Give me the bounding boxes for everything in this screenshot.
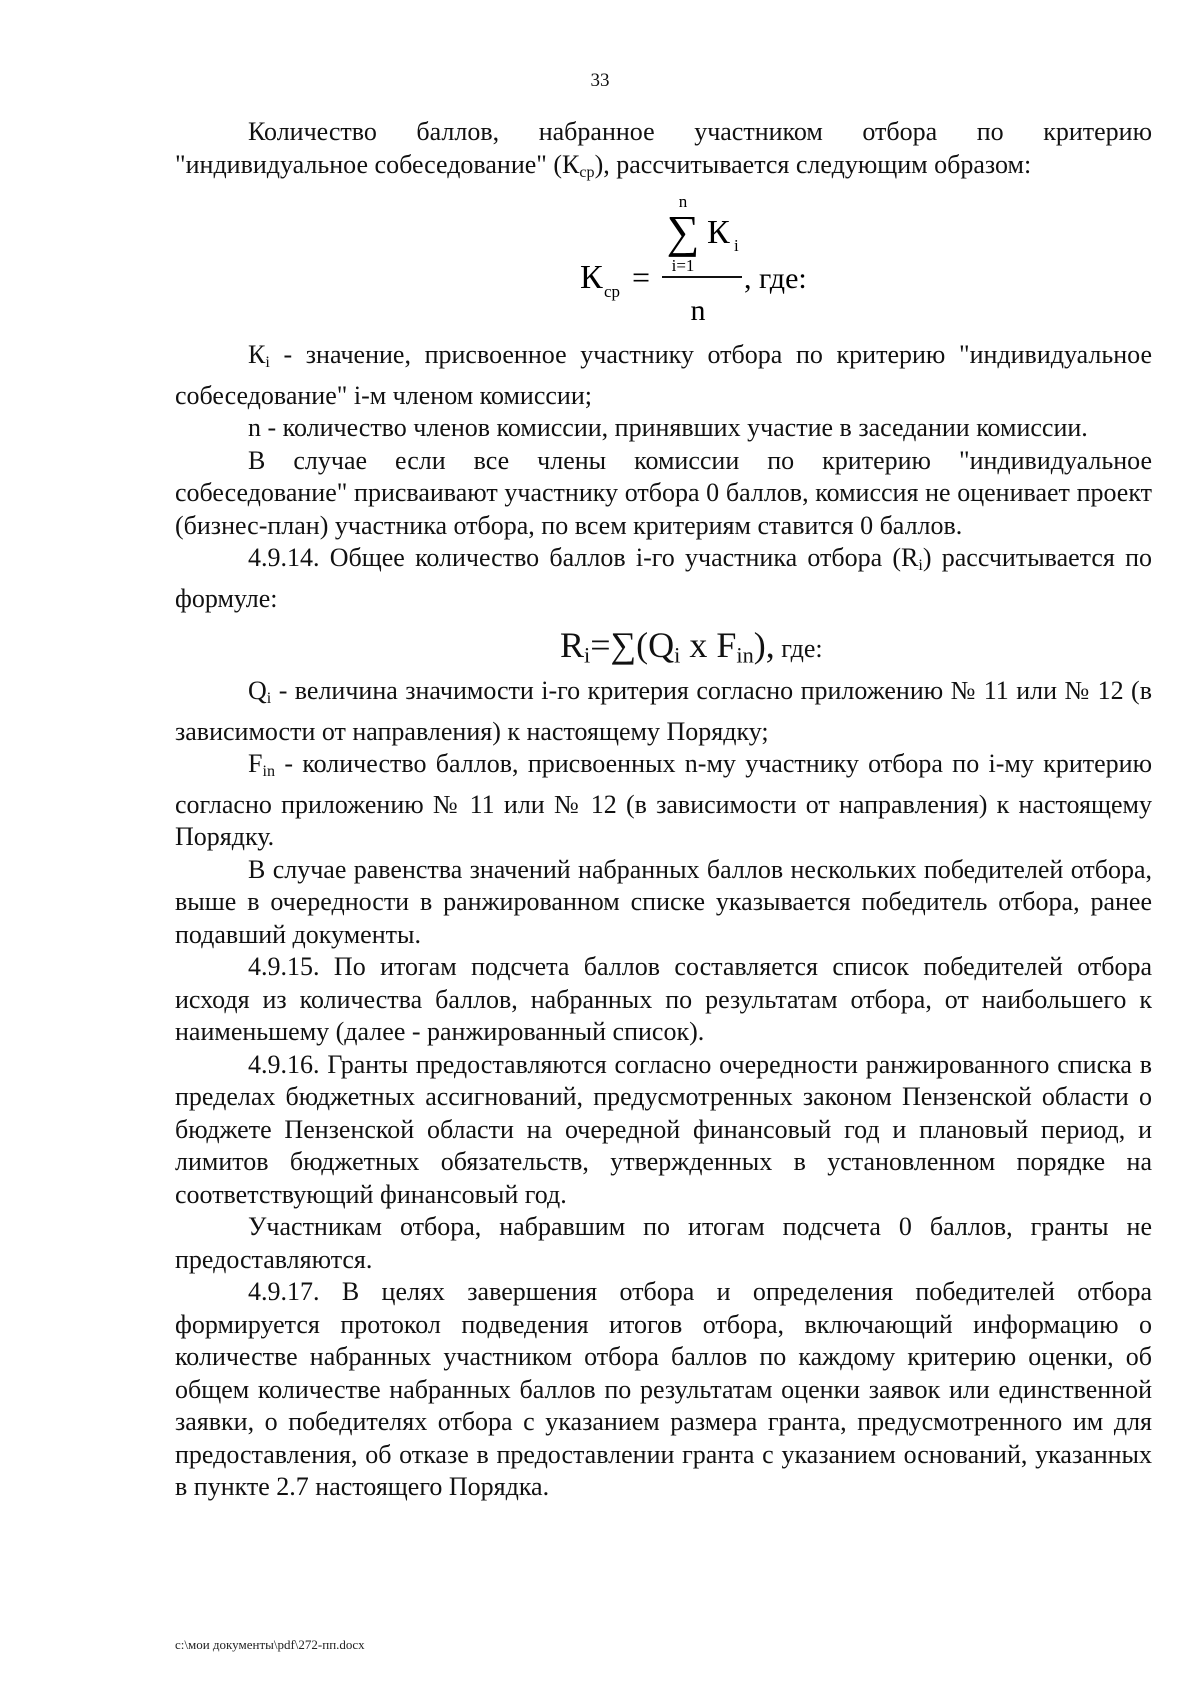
text: - количество баллов, присвоенных n-му участнику отбора по i-му критерию согласно приложению № 11 или № 12 (в зависимости от направления) к настоящему Порядку.	[175, 749, 1152, 852]
paragraph-n-definition: n - количество членов комиссии, принявших участие в заседании комиссии.	[248, 413, 1088, 443]
formula-close: ),	[753, 625, 775, 666]
text: Q	[248, 676, 267, 706]
text: - значение, присвоенное участнику отбора по критерию "индивидуальное собеседование" i-м членом комиссии;	[175, 340, 1152, 410]
equals-sign: =	[632, 259, 651, 296]
paragraph-ki-definition	[175, 339, 1152, 412]
paragraph-4-9-14	[175, 542, 1152, 615]
paragraph-qi-definition	[175, 675, 1152, 748]
formula-f-subscript: in	[736, 642, 754, 668]
text: К	[248, 340, 266, 370]
subscript: i	[265, 354, 270, 372]
page-number: 33	[590, 70, 610, 91]
subscript: i	[266, 690, 272, 708]
text: ) рассчитывается по формуле:	[175, 543, 1153, 613]
subscript: ср	[579, 163, 595, 181]
formula-tail: , где:	[744, 262, 807, 296]
text: - величина значимости i-го критерия согласно приложению № 11 или № 12 (в зависимости от направления) к настоящему Порядку;	[175, 676, 1152, 746]
text: ), рассчитывается следующим образом:	[594, 149, 1032, 179]
text: Количество баллов, набранное участником отбора по критерию "индивидуальное собеседование" (К	[175, 117, 1152, 179]
sum-lower-limit: i=1	[671, 256, 695, 276]
footer-file-path: c:\мои документы\pdf\272-пп.docx	[175, 1637, 365, 1652]
formula-r: R	[560, 625, 585, 666]
lhs-symbol: К	[580, 259, 603, 297]
text: 4.9.14. Общее количество баллов i-го участника отбора (R	[248, 543, 919, 573]
paragraph-zero-grants: Участникам отбора, набравшим по итогам подсчета 0 баллов, гранты не предоставляются.	[175, 1212, 1152, 1274]
formula-sum-q: =∑(Q	[590, 625, 675, 666]
denominator: n	[690, 294, 706, 328]
formula-q-subscript: i	[674, 642, 681, 668]
subscript: in	[262, 763, 275, 781]
paragraph-k-cp-intro	[175, 116, 1152, 189]
document-body	[175, 116, 1152, 1504]
text: F	[248, 749, 263, 779]
paragraph-4-9-15: 4.9.15. По итогам подсчета баллов составляется список победителей отбора исходя из количества баллов, набранных по результатам отбора, от наибольшего к наименьшему (далее - ранжированный список).	[175, 952, 1152, 1047]
formula-x-f: x F	[680, 625, 737, 666]
paragraph-4-9-16: 4.9.16. Гранты предоставляются согласно очередности ранжированного списка в пределах бюджетных ассигнований, предусмотренных законом Пензенской области о бюджете Пензенской области на очередной финансовый год и плановый период, и лимитов бюджетных обязательств, утвержденных в установленном порядке на соответствующий финансовый год.	[175, 1049, 1152, 1209]
sum-sign: ∑	[666, 206, 700, 258]
lhs-subscript: ср	[604, 282, 621, 302]
sum-upper-limit: n	[678, 193, 688, 212]
paragraph-zero-points: В случае если все члены комиссии по критерию "индивидуальное собеседование" присваивают участнику отбора 0 баллов, комиссия не оценивает проект (бизнес-план) участника отбора, по всем критериям ставится 0 баллов.	[175, 445, 1152, 540]
paragraph-4-9-17: 4.9.17. В целях завершения отбора и определения победителей отбора формируется протокол подведения итогов отбора, включающий информацию о количестве набранных участником отбора баллов по каждому критерию оценки, об общем количестве набранных баллов по результатам оценки заявок или единственной заявки, о победителях отбора с указанием размера гранта, предусмотренного им для предоставления, об отказе в предоставлении гранта с указанием оснований, указанных в пункте 2.7 настоящего Порядка.	[175, 1277, 1152, 1502]
formula-r-subscript: i	[584, 642, 591, 668]
subscript: i	[918, 557, 923, 575]
sum-term-subscript: i	[734, 236, 739, 256]
paragraph-tie-break: В случае равенства значений набранных баллов нескольких победителей отбора, выше в очередности в ранжированном списке указывается победитель отбора, ранее подавший документы.	[175, 854, 1152, 949]
sum-term: К	[707, 214, 730, 252]
formula-ri	[175, 615, 1152, 675]
formula-k-cp-svg	[580, 193, 900, 333]
formula-tail: где:	[774, 634, 823, 664]
formula-k-cp	[175, 193, 1152, 333]
paragraph-fin-definition	[175, 748, 1152, 854]
